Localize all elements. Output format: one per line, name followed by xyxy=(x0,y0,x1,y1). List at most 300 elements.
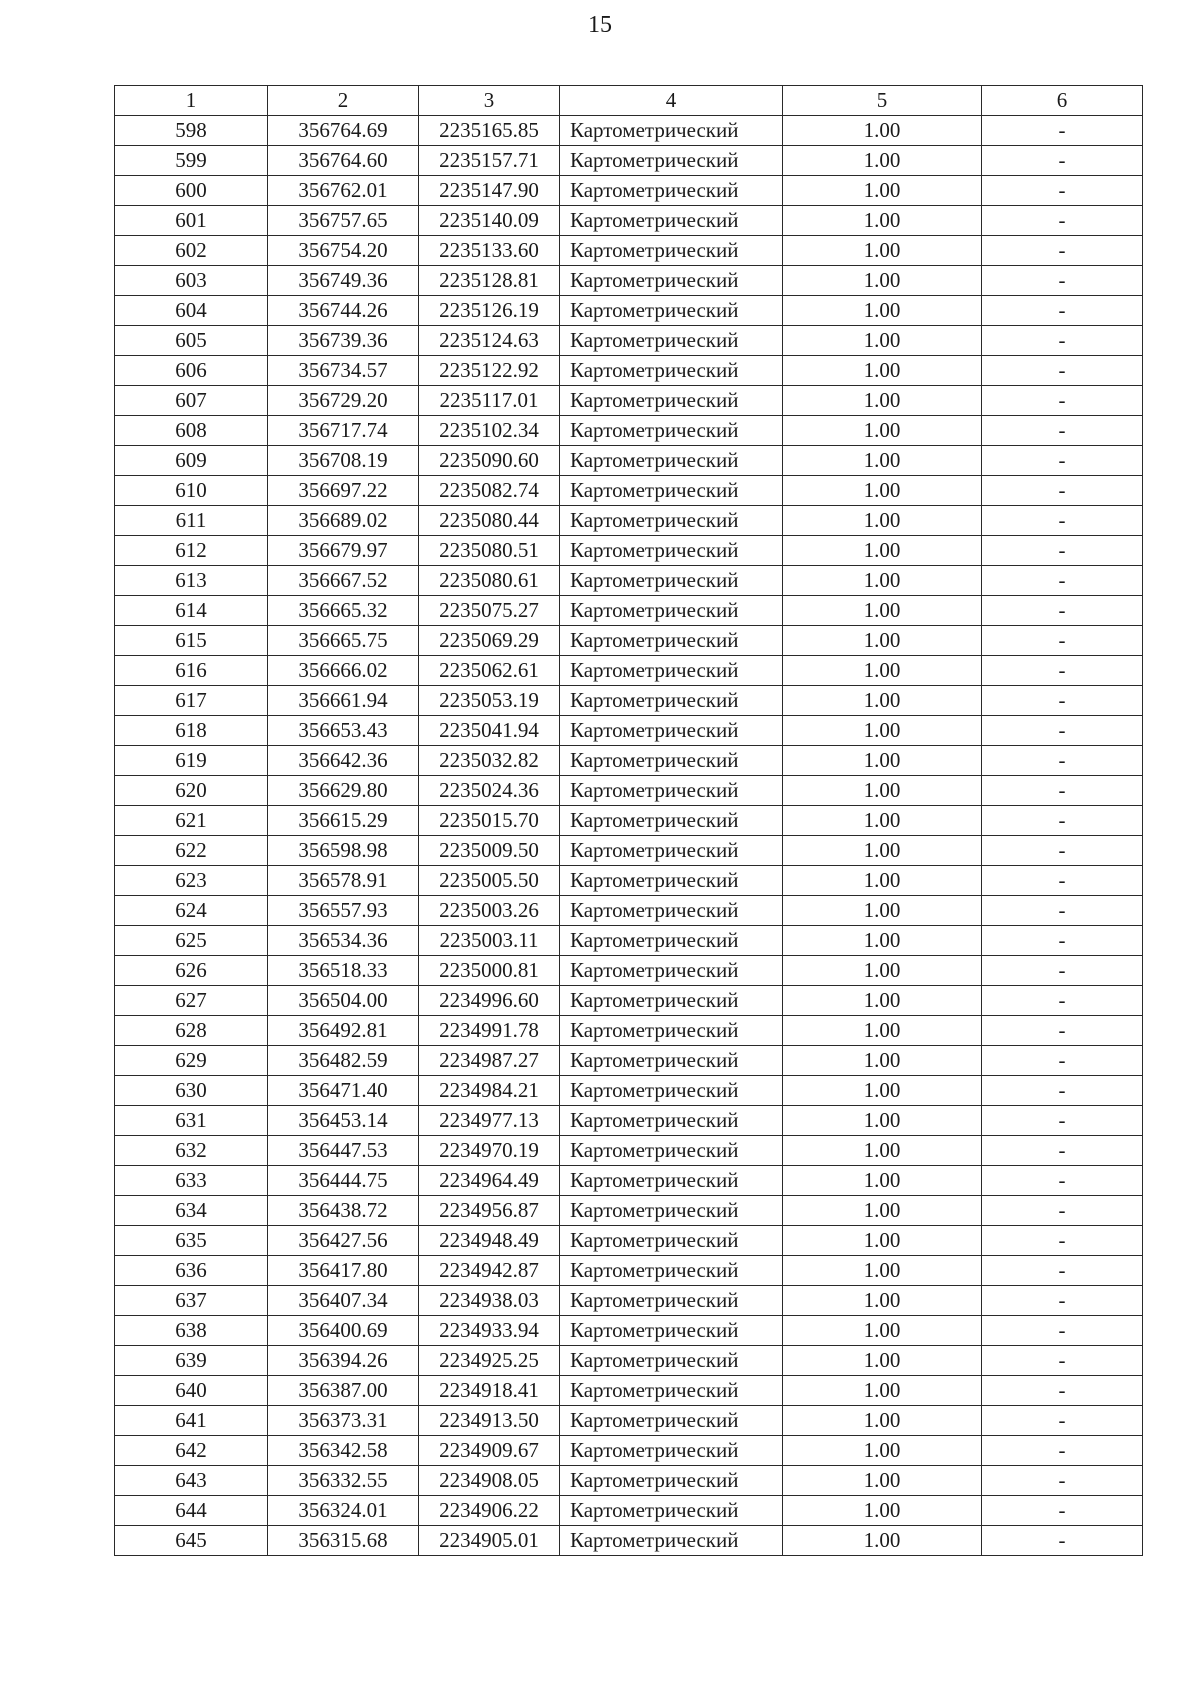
note-cell: - xyxy=(982,236,1143,266)
method-cell: Картометрический xyxy=(560,1526,783,1556)
method-cell: Картометрический xyxy=(560,1406,783,1436)
precision-cell: 1.00 xyxy=(783,296,982,326)
precision-cell: 1.00 xyxy=(783,1526,982,1556)
column-header-4: 4 xyxy=(560,86,783,116)
x-coordinate-cell: 356665.75 xyxy=(268,626,419,656)
table-header-row xyxy=(115,86,1143,116)
note-cell: - xyxy=(982,656,1143,686)
point-number-cell: 633 xyxy=(115,1166,268,1196)
precision-cell: 1.00 xyxy=(783,1406,982,1436)
precision-cell: 1.00 xyxy=(783,506,982,536)
point-number-cell: 637 xyxy=(115,1286,268,1316)
point-number-cell: 622 xyxy=(115,836,268,866)
x-coordinate-cell: 356438.72 xyxy=(268,1196,419,1226)
note-cell: - xyxy=(982,806,1143,836)
table-row xyxy=(115,1016,1143,1046)
table-row xyxy=(115,1526,1143,1556)
method-cell: Картометрический xyxy=(560,1256,783,1286)
precision-cell: 1.00 xyxy=(783,596,982,626)
table-row xyxy=(115,1466,1143,1496)
y-coordinate-cell: 2235041.94 xyxy=(419,716,560,746)
note-cell: - xyxy=(982,596,1143,626)
point-number-cell: 632 xyxy=(115,1136,268,1166)
point-number-cell: 611 xyxy=(115,506,268,536)
precision-cell: 1.00 xyxy=(783,986,982,1016)
note-cell: - xyxy=(982,506,1143,536)
table-row xyxy=(115,1136,1143,1166)
x-coordinate-cell: 356764.69 xyxy=(268,116,419,146)
y-coordinate-cell: 2235140.09 xyxy=(419,206,560,236)
table-row xyxy=(115,1106,1143,1136)
x-coordinate-cell: 356665.32 xyxy=(268,596,419,626)
y-coordinate-cell: 2235082.74 xyxy=(419,476,560,506)
y-coordinate-cell: 2235080.61 xyxy=(419,566,560,596)
method-cell: Картометрический xyxy=(560,176,783,206)
precision-cell: 1.00 xyxy=(783,176,982,206)
x-coordinate-cell: 356667.52 xyxy=(268,566,419,596)
precision-cell: 1.00 xyxy=(783,476,982,506)
table-row xyxy=(115,1196,1143,1226)
y-coordinate-cell: 2235126.19 xyxy=(419,296,560,326)
method-cell: Картометрический xyxy=(560,746,783,776)
point-number-cell: 607 xyxy=(115,386,268,416)
note-cell: - xyxy=(982,1526,1143,1556)
y-coordinate-cell: 2234918.41 xyxy=(419,1376,560,1406)
point-number-cell: 629 xyxy=(115,1046,268,1076)
y-coordinate-cell: 2234942.87 xyxy=(419,1256,560,1286)
method-cell: Картометрический xyxy=(560,956,783,986)
y-coordinate-cell: 2235117.01 xyxy=(419,386,560,416)
point-number-cell: 599 xyxy=(115,146,268,176)
method-cell: Картометрический xyxy=(560,1436,783,1466)
y-coordinate-cell: 2235053.19 xyxy=(419,686,560,716)
x-coordinate-cell: 356453.14 xyxy=(268,1106,419,1136)
point-number-cell: 605 xyxy=(115,326,268,356)
method-cell: Картометрический xyxy=(560,1466,783,1496)
y-coordinate-cell: 2234977.13 xyxy=(419,1106,560,1136)
point-number-cell: 631 xyxy=(115,1106,268,1136)
precision-cell: 1.00 xyxy=(783,746,982,776)
point-number-cell: 628 xyxy=(115,1016,268,1046)
note-cell: - xyxy=(982,1466,1143,1496)
x-coordinate-cell: 356661.94 xyxy=(268,686,419,716)
point-number-cell: 627 xyxy=(115,986,268,1016)
y-coordinate-cell: 2235032.82 xyxy=(419,746,560,776)
table-row xyxy=(115,746,1143,776)
precision-cell: 1.00 xyxy=(783,1496,982,1526)
point-number-cell: 636 xyxy=(115,1256,268,1286)
method-cell: Картометрический xyxy=(560,116,783,146)
table-row xyxy=(115,1496,1143,1526)
method-cell: Картометрический xyxy=(560,1136,783,1166)
x-coordinate-cell: 356729.20 xyxy=(268,386,419,416)
method-cell: Картометрический xyxy=(560,836,783,866)
method-cell: Картометрический xyxy=(560,446,783,476)
precision-cell: 1.00 xyxy=(783,656,982,686)
point-number-cell: 643 xyxy=(115,1466,268,1496)
precision-cell: 1.00 xyxy=(783,686,982,716)
y-coordinate-cell: 2235024.36 xyxy=(419,776,560,806)
point-number-cell: 612 xyxy=(115,536,268,566)
table-row xyxy=(115,1376,1143,1406)
precision-cell: 1.00 xyxy=(783,446,982,476)
x-coordinate-cell: 356400.69 xyxy=(268,1316,419,1346)
method-cell: Картометрический xyxy=(560,626,783,656)
point-number-cell: 640 xyxy=(115,1376,268,1406)
table-row xyxy=(115,1436,1143,1466)
x-coordinate-cell: 356679.97 xyxy=(268,536,419,566)
table-row xyxy=(115,476,1143,506)
note-cell: - xyxy=(982,176,1143,206)
page-number: 15 xyxy=(588,12,612,38)
table-row xyxy=(115,1166,1143,1196)
table-row xyxy=(115,536,1143,566)
y-coordinate-cell: 2234909.67 xyxy=(419,1436,560,1466)
method-cell: Картометрический xyxy=(560,566,783,596)
precision-cell: 1.00 xyxy=(783,1196,982,1226)
note-cell: - xyxy=(982,776,1143,806)
note-cell: - xyxy=(982,1346,1143,1376)
y-coordinate-cell: 2235133.60 xyxy=(419,236,560,266)
y-coordinate-cell: 2235005.50 xyxy=(419,866,560,896)
note-cell: - xyxy=(982,746,1143,776)
table-body xyxy=(115,116,1143,1556)
x-coordinate-cell: 356557.93 xyxy=(268,896,419,926)
x-coordinate-cell: 356717.74 xyxy=(268,416,419,446)
x-coordinate-cell: 356739.36 xyxy=(268,326,419,356)
precision-cell: 1.00 xyxy=(783,776,982,806)
table-row xyxy=(115,626,1143,656)
point-number-cell: 630 xyxy=(115,1076,268,1106)
precision-cell: 1.00 xyxy=(783,236,982,266)
precision-cell: 1.00 xyxy=(783,896,982,926)
note-cell: - xyxy=(982,1316,1143,1346)
x-coordinate-cell: 356615.29 xyxy=(268,806,419,836)
table-row xyxy=(115,776,1143,806)
method-cell: Картометрический xyxy=(560,1166,783,1196)
x-coordinate-cell: 356373.31 xyxy=(268,1406,419,1436)
y-coordinate-cell: 2235165.85 xyxy=(419,116,560,146)
method-cell: Картометрический xyxy=(560,356,783,386)
y-coordinate-cell: 2234948.49 xyxy=(419,1226,560,1256)
y-coordinate-cell: 2235080.51 xyxy=(419,536,560,566)
y-coordinate-cell: 2234908.05 xyxy=(419,1466,560,1496)
x-coordinate-cell: 356754.20 xyxy=(268,236,419,266)
point-number-cell: 606 xyxy=(115,356,268,386)
x-coordinate-cell: 356534.36 xyxy=(268,926,419,956)
table-row xyxy=(115,1046,1143,1076)
note-cell: - xyxy=(982,1256,1143,1286)
note-cell: - xyxy=(982,566,1143,596)
table-row xyxy=(115,1256,1143,1286)
note-cell: - xyxy=(982,686,1143,716)
precision-cell: 1.00 xyxy=(783,956,982,986)
point-number-cell: 598 xyxy=(115,116,268,146)
x-coordinate-cell: 356598.98 xyxy=(268,836,419,866)
x-coordinate-cell: 356471.40 xyxy=(268,1076,419,1106)
point-number-cell: 626 xyxy=(115,956,268,986)
point-number-cell: 604 xyxy=(115,296,268,326)
precision-cell: 1.00 xyxy=(783,1286,982,1316)
x-coordinate-cell: 356394.26 xyxy=(268,1346,419,1376)
x-coordinate-cell: 356447.53 xyxy=(268,1136,419,1166)
column-header-6: 6 xyxy=(982,86,1143,116)
note-cell: - xyxy=(982,716,1143,746)
method-cell: Картометрический xyxy=(560,1196,783,1226)
table-row xyxy=(115,986,1143,1016)
x-coordinate-cell: 356482.59 xyxy=(268,1046,419,1076)
precision-cell: 1.00 xyxy=(783,1166,982,1196)
x-coordinate-cell: 356342.58 xyxy=(268,1436,419,1466)
method-cell: Картометрический xyxy=(560,1316,783,1346)
table-row xyxy=(115,176,1143,206)
point-number-cell: 619 xyxy=(115,746,268,776)
column-header-2: 2 xyxy=(268,86,419,116)
method-cell: Картометрический xyxy=(560,1226,783,1256)
method-cell: Картометрический xyxy=(560,596,783,626)
table-row xyxy=(115,116,1143,146)
y-coordinate-cell: 2234984.21 xyxy=(419,1076,560,1106)
point-number-cell: 641 xyxy=(115,1406,268,1436)
note-cell: - xyxy=(982,1196,1143,1226)
note-cell: - xyxy=(982,1226,1143,1256)
precision-cell: 1.00 xyxy=(783,146,982,176)
precision-cell: 1.00 xyxy=(783,326,982,356)
table-row xyxy=(115,206,1143,236)
method-cell: Картометрический xyxy=(560,896,783,926)
table-row xyxy=(115,236,1143,266)
y-coordinate-cell: 2235090.60 xyxy=(419,446,560,476)
table-row xyxy=(115,506,1143,536)
method-cell: Картометрический xyxy=(560,1076,783,1106)
x-coordinate-cell: 356734.57 xyxy=(268,356,419,386)
table-row xyxy=(115,806,1143,836)
note-cell: - xyxy=(982,1136,1143,1166)
note-cell: - xyxy=(982,926,1143,956)
table-row xyxy=(115,866,1143,896)
x-coordinate-cell: 356697.22 xyxy=(268,476,419,506)
table-row xyxy=(115,296,1143,326)
method-cell: Картометрический xyxy=(560,386,783,416)
point-number-cell: 613 xyxy=(115,566,268,596)
precision-cell: 1.00 xyxy=(783,416,982,446)
precision-cell: 1.00 xyxy=(783,1046,982,1076)
method-cell: Картометрический xyxy=(560,1496,783,1526)
precision-cell: 1.00 xyxy=(783,1316,982,1346)
y-coordinate-cell: 2234996.60 xyxy=(419,986,560,1016)
note-cell: - xyxy=(982,1046,1143,1076)
method-cell: Картометрический xyxy=(560,1106,783,1136)
point-number-cell: 614 xyxy=(115,596,268,626)
point-number-cell: 616 xyxy=(115,656,268,686)
x-coordinate-cell: 356762.01 xyxy=(268,176,419,206)
note-cell: - xyxy=(982,1376,1143,1406)
point-number-cell: 600 xyxy=(115,176,268,206)
precision-cell: 1.00 xyxy=(783,116,982,146)
x-coordinate-cell: 356764.60 xyxy=(268,146,419,176)
method-cell: Картометрический xyxy=(560,326,783,356)
note-cell: - xyxy=(982,326,1143,356)
table-row xyxy=(115,1226,1143,1256)
table-header xyxy=(115,86,1143,116)
table-row xyxy=(115,836,1143,866)
point-number-cell: 642 xyxy=(115,1436,268,1466)
point-number-cell: 618 xyxy=(115,716,268,746)
point-number-cell: 621 xyxy=(115,806,268,836)
x-coordinate-cell: 356332.55 xyxy=(268,1466,419,1496)
note-cell: - xyxy=(982,1286,1143,1316)
x-coordinate-cell: 356653.43 xyxy=(268,716,419,746)
precision-cell: 1.00 xyxy=(783,1256,982,1286)
table-row xyxy=(115,566,1143,596)
x-coordinate-cell: 356407.34 xyxy=(268,1286,419,1316)
point-number-cell: 639 xyxy=(115,1346,268,1376)
x-coordinate-cell: 356387.00 xyxy=(268,1376,419,1406)
method-cell: Картометрический xyxy=(560,716,783,746)
y-coordinate-cell: 2235009.50 xyxy=(419,836,560,866)
note-cell: - xyxy=(982,1016,1143,1046)
note-cell: - xyxy=(982,1406,1143,1436)
point-number-cell: 625 xyxy=(115,926,268,956)
y-coordinate-cell: 2235062.61 xyxy=(419,656,560,686)
table-row xyxy=(115,1316,1143,1346)
precision-cell: 1.00 xyxy=(783,1016,982,1046)
method-cell: Картометрический xyxy=(560,146,783,176)
x-coordinate-cell: 356427.56 xyxy=(268,1226,419,1256)
x-coordinate-cell: 356504.00 xyxy=(268,986,419,1016)
table-row xyxy=(115,326,1143,356)
method-cell: Картометрический xyxy=(560,926,783,956)
x-coordinate-cell: 356749.36 xyxy=(268,266,419,296)
method-cell: Картометрический xyxy=(560,476,783,506)
x-coordinate-cell: 356666.02 xyxy=(268,656,419,686)
table-row xyxy=(115,146,1143,176)
method-cell: Картометрический xyxy=(560,1286,783,1316)
precision-cell: 1.00 xyxy=(783,1136,982,1166)
y-coordinate-cell: 2234956.87 xyxy=(419,1196,560,1226)
precision-cell: 1.00 xyxy=(783,806,982,836)
x-coordinate-cell: 356315.68 xyxy=(268,1526,419,1556)
method-cell: Картометрический xyxy=(560,236,783,266)
point-number-cell: 617 xyxy=(115,686,268,716)
precision-cell: 1.00 xyxy=(783,536,982,566)
note-cell: - xyxy=(982,836,1143,866)
table-row xyxy=(115,926,1143,956)
method-cell: Картометрический xyxy=(560,206,783,236)
y-coordinate-cell: 2234970.19 xyxy=(419,1136,560,1166)
y-coordinate-cell: 2235075.27 xyxy=(419,596,560,626)
x-coordinate-cell: 356324.01 xyxy=(268,1496,419,1526)
method-cell: Картометрический xyxy=(560,536,783,566)
table-row xyxy=(115,686,1143,716)
table-row xyxy=(115,1286,1143,1316)
y-coordinate-cell: 2235124.63 xyxy=(419,326,560,356)
note-cell: - xyxy=(982,986,1143,1016)
y-coordinate-cell: 2235157.71 xyxy=(419,146,560,176)
precision-cell: 1.00 xyxy=(783,386,982,416)
y-coordinate-cell: 2234938.03 xyxy=(419,1286,560,1316)
y-coordinate-cell: 2235080.44 xyxy=(419,506,560,536)
method-cell: Картометрический xyxy=(560,866,783,896)
point-number-cell: 624 xyxy=(115,896,268,926)
precision-cell: 1.00 xyxy=(783,626,982,656)
method-cell: Картометрический xyxy=(560,296,783,326)
method-cell: Картометрический xyxy=(560,806,783,836)
y-coordinate-cell: 2235000.81 xyxy=(419,956,560,986)
precision-cell: 1.00 xyxy=(783,1226,982,1256)
table-row xyxy=(115,266,1143,296)
method-cell: Картометрический xyxy=(560,1016,783,1046)
note-cell: - xyxy=(982,416,1143,446)
point-number-cell: 610 xyxy=(115,476,268,506)
y-coordinate-cell: 2235102.34 xyxy=(419,416,560,446)
precision-cell: 1.00 xyxy=(783,1466,982,1496)
note-cell: - xyxy=(982,866,1143,896)
point-number-cell: 634 xyxy=(115,1196,268,1226)
precision-cell: 1.00 xyxy=(783,926,982,956)
x-coordinate-cell: 356757.65 xyxy=(268,206,419,236)
point-number-cell: 645 xyxy=(115,1526,268,1556)
point-number-cell: 603 xyxy=(115,266,268,296)
method-cell: Картометрический xyxy=(560,416,783,446)
precision-cell: 1.00 xyxy=(783,1076,982,1106)
x-coordinate-cell: 356744.26 xyxy=(268,296,419,326)
precision-cell: 1.00 xyxy=(783,1346,982,1376)
method-cell: Картометрический xyxy=(560,1046,783,1076)
note-cell: - xyxy=(982,446,1143,476)
note-cell: - xyxy=(982,1076,1143,1106)
coordinates-table xyxy=(114,85,1143,1556)
table-row xyxy=(115,1076,1143,1106)
note-cell: - xyxy=(982,536,1143,566)
method-cell: Картометрический xyxy=(560,506,783,536)
table-row xyxy=(115,656,1143,686)
precision-cell: 1.00 xyxy=(783,356,982,386)
y-coordinate-cell: 2234987.27 xyxy=(419,1046,560,1076)
table-row xyxy=(115,356,1143,386)
point-number-cell: 623 xyxy=(115,866,268,896)
y-coordinate-cell: 2235003.26 xyxy=(419,896,560,926)
note-cell: - xyxy=(982,476,1143,506)
precision-cell: 1.00 xyxy=(783,566,982,596)
column-header-5: 5 xyxy=(783,86,982,116)
precision-cell: 1.00 xyxy=(783,836,982,866)
y-coordinate-cell: 2234906.22 xyxy=(419,1496,560,1526)
table-row xyxy=(115,896,1143,926)
note-cell: - xyxy=(982,386,1143,416)
point-number-cell: 602 xyxy=(115,236,268,266)
precision-cell: 1.00 xyxy=(783,866,982,896)
method-cell: Картометрический xyxy=(560,986,783,1016)
table-row xyxy=(115,386,1143,416)
method-cell: Картометрический xyxy=(560,1376,783,1406)
note-cell: - xyxy=(982,116,1143,146)
point-number-cell: 638 xyxy=(115,1316,268,1346)
column-header-1: 1 xyxy=(115,86,268,116)
table-row xyxy=(115,956,1143,986)
y-coordinate-cell: 2235128.81 xyxy=(419,266,560,296)
y-coordinate-cell: 2234991.78 xyxy=(419,1016,560,1046)
column-header-3: 3 xyxy=(419,86,560,116)
note-cell: - xyxy=(982,1496,1143,1526)
y-coordinate-cell: 2235015.70 xyxy=(419,806,560,836)
x-coordinate-cell: 356417.80 xyxy=(268,1256,419,1286)
note-cell: - xyxy=(982,1166,1143,1196)
note-cell: - xyxy=(982,1436,1143,1466)
table-row xyxy=(115,416,1143,446)
note-cell: - xyxy=(982,956,1143,986)
table-row xyxy=(115,716,1143,746)
